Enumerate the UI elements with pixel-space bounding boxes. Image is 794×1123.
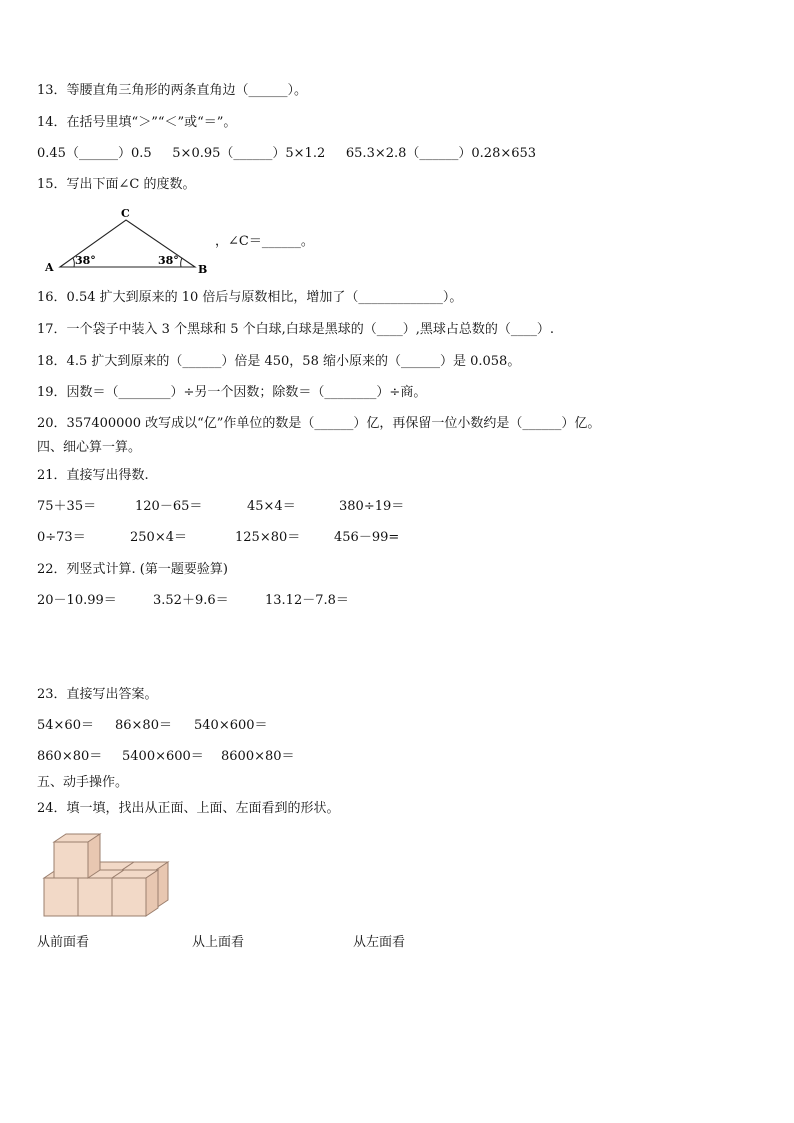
question-22: 22．列竖式计算. (第一题要验算)	[37, 562, 228, 577]
front-cube-mid	[78, 878, 112, 916]
question-14: 14．在括号里填“＞”“＜”或“＝”。	[37, 115, 237, 130]
question-17: 17．一个袋子中装入 3 个黑球和 5 个白球,白球是黑球的（____）,黑球占总数的（____）.	[37, 322, 555, 337]
q21-row2-item4: 456－99=	[334, 530, 400, 545]
q23-row2-item2: 5400×600＝	[122, 749, 204, 764]
question-16: 16．0.54 扩大到原来的 10 倍后与原数相比，增加了（_____________）。	[37, 290, 463, 305]
q21-row1-item2: 120－65＝	[135, 499, 203, 514]
q22-item2: 3.52＋9.6＝	[153, 593, 229, 608]
q23-row1-item2: 86×80＝	[115, 718, 172, 733]
angle-b-arc	[181, 258, 182, 267]
stacked-cube-side	[88, 834, 100, 878]
vertex-b-label: B	[198, 263, 208, 276]
triangle-figure	[40, 205, 215, 277]
stacked-cube-front	[54, 842, 88, 878]
front-cube-left	[44, 878, 78, 916]
question-20: 20．357400000 改写成以“亿”作单位的数是（______）亿，再保留一位小数约是（______）亿。	[37, 416, 601, 431]
front-right-side	[146, 870, 158, 916]
question-24: 24．填一填，找出从正面、上面、左面看到的形状。	[37, 801, 340, 816]
question-15: 15．写出下面∠C 的度数。	[37, 177, 196, 192]
q23-row1-item1: 54×60＝	[37, 718, 94, 733]
q21-row2-item1: 0÷73＝	[37, 530, 86, 545]
q23-row2-item3: 8600×80＝	[221, 749, 295, 764]
cube-figure	[40, 830, 175, 922]
q21-row2-item3: 125×80＝	[235, 530, 301, 545]
q22-item1: 20－10.99＝	[37, 593, 117, 608]
question-18: 18．4.5 扩大到原来的（______）倍是 450，58 缩小原来的（______）是 0.058。	[37, 354, 521, 369]
question-19: 19．因数＝（________）÷另一个因数；除数＝（________）÷商。	[37, 385, 427, 400]
q21-row1-item1: 75＋35＝	[37, 499, 97, 514]
question-13: 13．等腰直角三角形的两条直角边（______）。	[37, 83, 308, 98]
view-left-label: 从左面看	[353, 935, 406, 950]
q21-row2-item2: 250×4＝	[130, 530, 187, 545]
section-4-heading: 四、细心算一算。	[37, 440, 142, 455]
vertex-a-label: A	[45, 261, 54, 274]
vertex-c-label: C	[121, 207, 130, 220]
question-14-items: 0.45（______）0.5 5×0.95（______）5×1.2 65.3×2.8（______）0.28×653	[37, 146, 537, 161]
question-15-answer: ，∠C＝______。	[215, 234, 314, 249]
q23-row1-item3: 540×600＝	[194, 718, 268, 733]
question-21: 21．直接写出得数.	[37, 468, 149, 483]
view-front-label: 从前面看	[37, 935, 90, 950]
question-23: 23．直接写出答案。	[37, 687, 158, 702]
front-cube-right	[112, 878, 146, 916]
q21-row1-item4: 380÷19＝	[339, 499, 405, 514]
section-5-heading: 五、动手操作。	[37, 775, 129, 790]
q22-item3: 13.12－7.8＝	[265, 593, 349, 608]
view-top-label: 从上面看	[192, 935, 245, 950]
angle-a-label: 38°	[75, 254, 96, 267]
angle-b-label: 38°	[158, 254, 179, 267]
q21-row1-item3: 45×4＝	[247, 499, 296, 514]
q23-row2-item1: 860×80＝	[37, 749, 103, 764]
